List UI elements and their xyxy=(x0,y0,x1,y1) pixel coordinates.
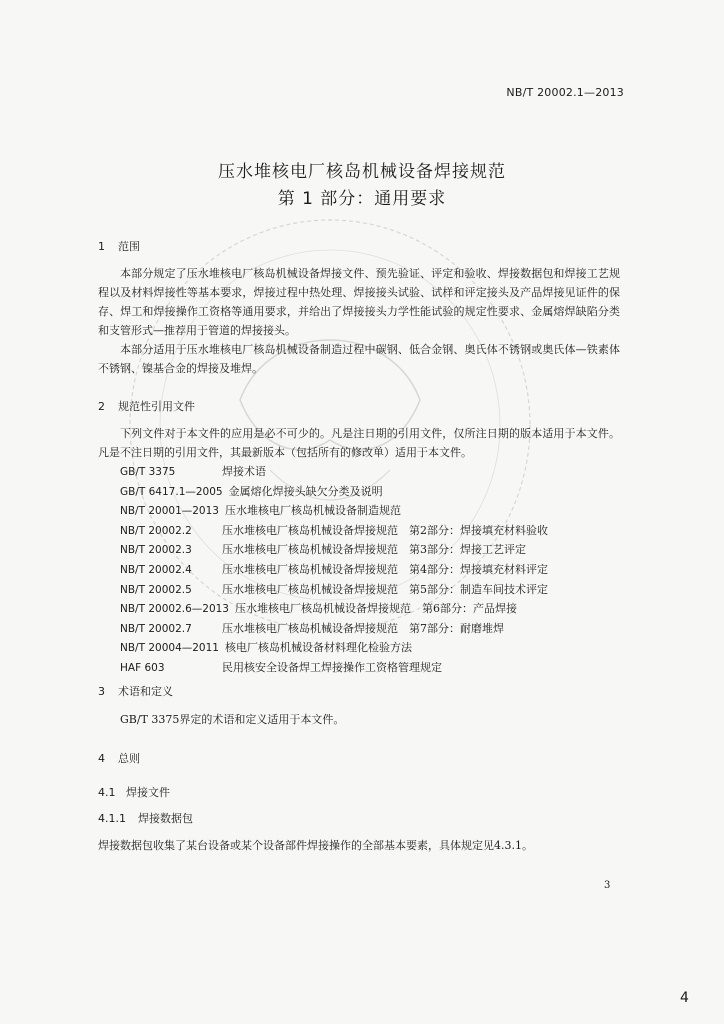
reference-item xyxy=(120,560,548,580)
page-number: 3 xyxy=(604,880,611,891)
reference-code: HAF 603 xyxy=(120,661,165,674)
reference-code: NB/T 20002.4 xyxy=(120,563,192,576)
reference-item xyxy=(120,501,548,521)
section-title: 术语和定义 xyxy=(118,685,173,698)
standard-code: NB/T 20002.1—2013 xyxy=(506,86,624,99)
subsection-heading-welding-documents xyxy=(98,784,170,800)
reference-code: NB/T 20002.5 xyxy=(120,583,192,596)
reference-list xyxy=(120,462,548,678)
reference-item xyxy=(120,658,548,678)
section-title: 总则 xyxy=(118,752,140,765)
reference-code: NB/T 20001—2013 xyxy=(120,505,219,518)
subsection-heading-welding-data-package xyxy=(98,810,193,826)
reference-code: NB/T 20002.2 xyxy=(120,524,192,537)
scope-paragraph-1: 本部分规定了压水堆核电厂核岛机械设备焊接文件、预先验证、评定和验收、焊接数据包和焊接工艺规程以及材料焊接性等基本要求，焊接过程中热处理、焊接接头试验、试样和评定接头及产品焊接见证件的保存、焊工和焊接操作工资格等通用要求，并给出了焊接接头力学性能试验的规定性要求、金属熔焊缺陷分类和支管形式—推荐用于管道的焊接接头。 xyxy=(98,267,620,337)
reference-item xyxy=(120,521,548,541)
reference-code: NB/T 20002.6—2013 xyxy=(120,603,229,616)
section-title: 规范性引用文件 xyxy=(118,400,195,413)
section-number: 2 xyxy=(98,400,105,413)
section-heading-references xyxy=(98,398,195,414)
reference-code: NB/T 20004—2011 xyxy=(120,642,219,655)
reference-item xyxy=(120,540,548,560)
reference-code: GB/T 3375 xyxy=(120,466,176,478)
reference-item xyxy=(120,580,548,600)
section-heading-general xyxy=(98,750,140,766)
subsection-title: 焊接文件 xyxy=(126,786,170,799)
subsection-number: 4.1.1 xyxy=(98,812,126,825)
reference-title: 压水堆核电厂核岛机械设备焊接规范 第5部分：制造车间技术评定 xyxy=(222,582,548,596)
reference-title: 压水堆核电厂核岛机械设备焊接规范 第6部分：产品焊接 xyxy=(235,602,517,616)
section-number: 4 xyxy=(98,752,105,765)
terms-paragraph: GB/T 3375界定的术语和定义适用于本文件。 xyxy=(120,713,345,726)
reference-item xyxy=(120,638,548,658)
reference-title: 核电厂核岛机械设备材料理化检验方法 xyxy=(224,641,412,655)
reference-code: GB/T 6417.1—2005 xyxy=(120,485,223,498)
reference-item xyxy=(120,599,548,619)
reference-title: 金属熔化焊接头缺欠分类及说明 xyxy=(228,484,383,498)
reference-title: 压水堆核电厂核岛机械设备焊接规范 第2部分：焊接填充材料验收 xyxy=(222,523,548,537)
section-number: 3 xyxy=(98,685,105,698)
document-subtitle: 第 1 部分：通用要求 xyxy=(277,189,447,209)
reference-title: 压水堆核电厂核岛机械设备焊接规范 第3部分：焊接工艺评定 xyxy=(222,543,526,557)
subsection-title: 焊接数据包 xyxy=(138,812,193,825)
document-title: 压水堆核电厂核岛机械设备焊接规范 xyxy=(218,162,506,182)
section-heading-terms xyxy=(98,683,173,699)
section-number: 1 xyxy=(98,240,105,253)
section-title: 范围 xyxy=(118,240,140,253)
reference-code: NB/T 20002.3 xyxy=(120,544,192,557)
reference-title: 压水堆核电厂核岛机械设备焊接规范 第7部分：耐磨堆焊 xyxy=(222,621,504,635)
reference-title: 焊接术语 xyxy=(222,465,266,478)
reference-item xyxy=(120,462,548,482)
reference-title: 压水堆核电厂核岛机械设备制造规范 xyxy=(224,504,401,518)
data-package-paragraph: 焊接数据包收集了某台设备或某个设备部件焊接操作的全部基本要素，具体规定见4.3.1。 xyxy=(98,839,533,852)
scope-paragraph-2: 本部分适用于压水堆核电厂核岛机械设备制造过程中碳钢、低合金钢、奥氏体不锈钢或奥氏体—铁素体不锈钢、镍基合金的焊接及堆焊。 xyxy=(98,343,620,375)
reference-title: 民用核安全设备焊工焊接操作工资格管理规定 xyxy=(222,660,442,674)
references-intro: 下列文件对于本文件的应用是必不可少的。凡是注日期的引用文件，仅所注日期的版本适用于本文件。凡是不注日期的引用文件，其最新版本（包括所有的修改单）适用于本文件。 xyxy=(98,427,620,459)
reference-item xyxy=(120,482,548,502)
reference-code: NB/T 20002.7 xyxy=(120,622,192,635)
section-heading-scope xyxy=(98,238,140,254)
scan-page-number: 4 xyxy=(680,990,689,1006)
subsection-number: 4.1 xyxy=(98,786,116,799)
reference-title: 压水堆核电厂核岛机械设备焊接规范 第4部分：焊接填充材料评定 xyxy=(222,562,548,576)
reference-item xyxy=(120,619,548,639)
